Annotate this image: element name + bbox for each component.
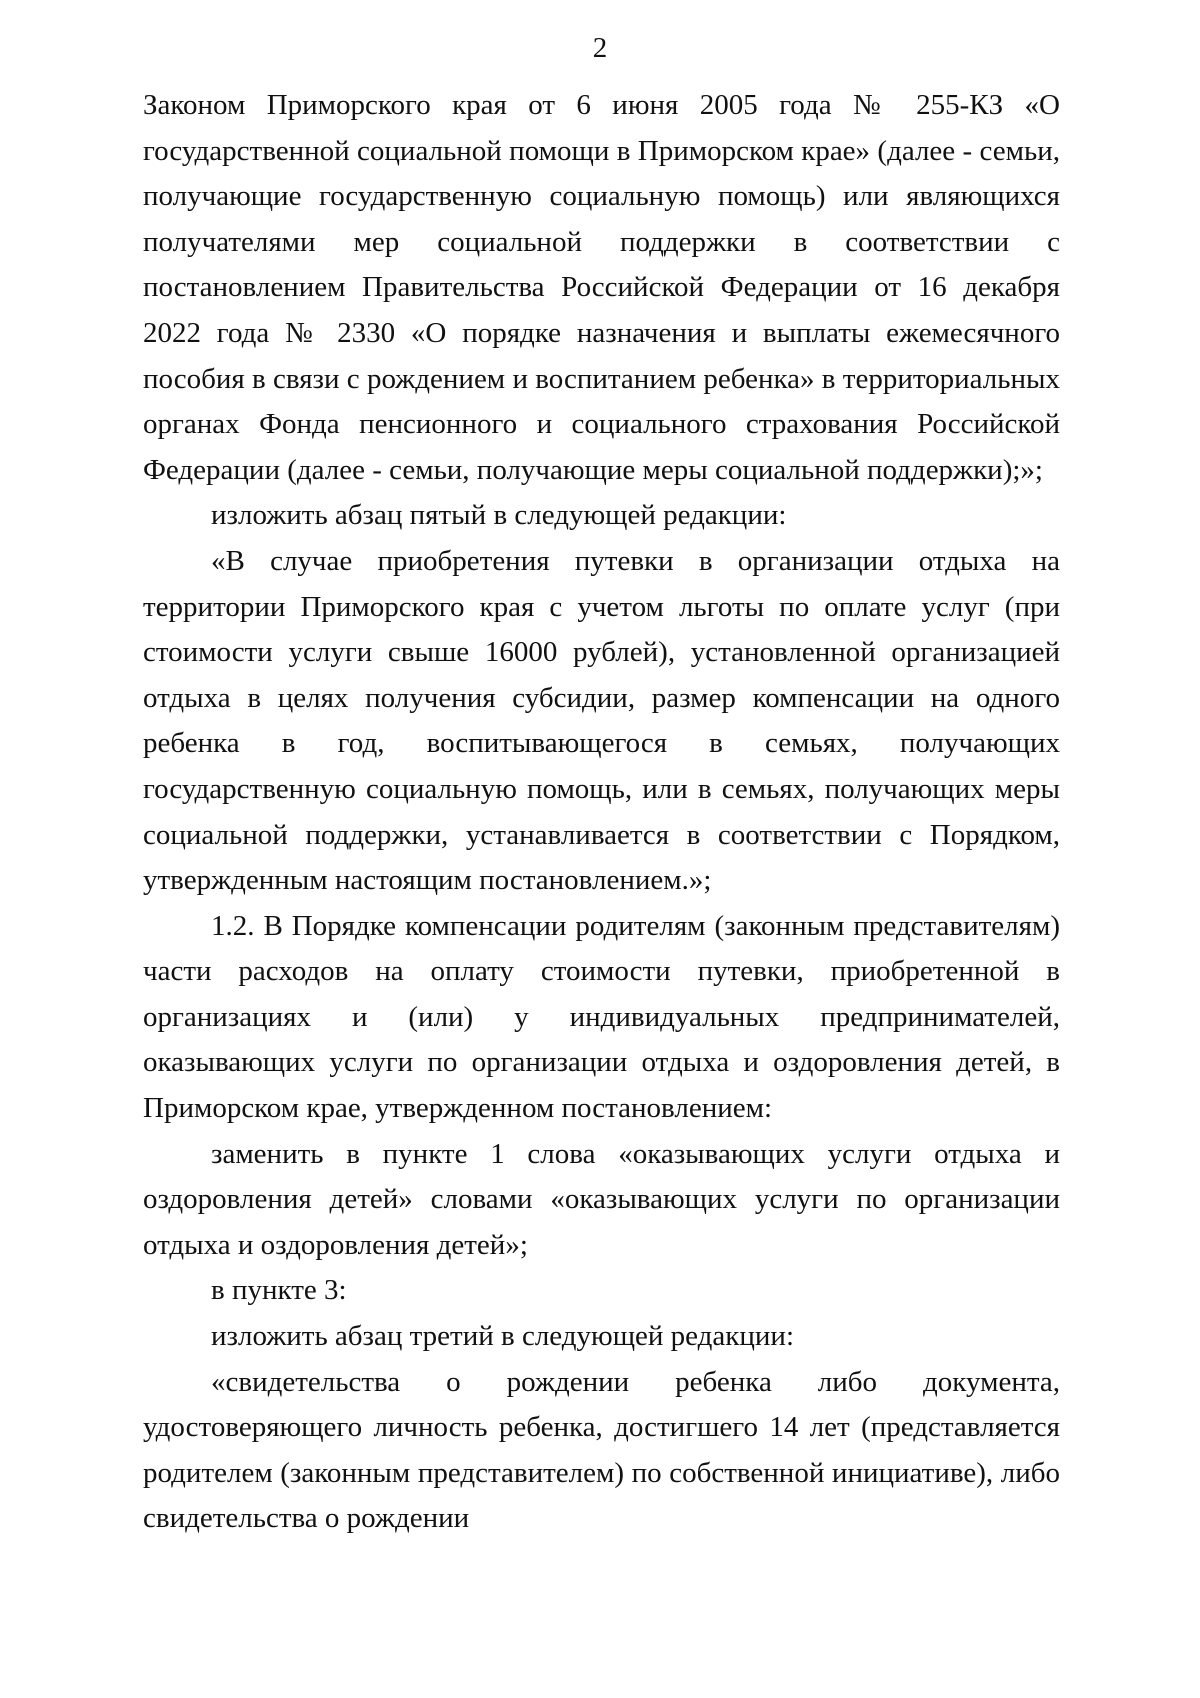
paragraph-continuation: Законом Приморского края от 6 июня 2005 года № 255-КЗ «О государственной социальной помощи в Приморском крае» (далее - семьи, получающие государственную социальную помощь) или являющихся получателями мер социальной поддержки в соответствии с постановлением Правительства Российской Федерации от 16 декабря 2022 года № 2330 «О порядке назначения и выплаты ежемесячного пособия в связи с рождением и воспитанием ребенка» в территориальных органах Фонда пенсионного и социального страхования Российской Федерации (далее - семьи, получающие меры социальной поддержки);»;	[143, 89, 1060, 486]
paragraph-instruction-abzac-3: изложить абзац третий в следующей редакции:	[211, 1320, 795, 1353]
paragraph-point-3: в пункте 3:	[211, 1274, 347, 1307]
paragraph-item-1-2: 1.2. В Порядке компенсации родителям (законным представителям) части расходов на оплату стоимости путевки, приобретенной в организациях и (или) у индивидуальных предпринимателей, оказывающих услуги по организации отдыха и оздоровления детей, в Приморском крае, утвержденном постановлением:	[143, 909, 1060, 1125]
paragraph-instruction-abzac-5: изложить абзац пятый в следующей редакции:	[211, 499, 787, 532]
document-body	[143, 83, 1060, 1542]
paragraph-abzac-5-text: «В случае приобретения путевки в организации отдыха на территории Приморского края с учетом льготы по оплате услуг (при стоимости услуги свыше 16000 рублей), установленной организацией отдыха в целях получения субсидии, размер компенсации на одного ребенка в год, воспитывающегося в семьях, получающих государственную социальную помощь, или в семьях, получающих меры социальной поддержки, устанавливается в соответствии с Порядком, утвержденным настоящим постановлением.»;	[143, 544, 1060, 897]
page-number: 2	[592, 32, 608, 64]
paragraph-abzac-3-text: «свидетельства о рождении ребенка либо документа, удостоверяющего личность ребенка, достигшего 14 лет (представляется родителем (законным представителем) по собственной инициативе), либо свидетельства о рождении	[143, 1365, 1060, 1535]
paragraph-replace-point-1: заменить в пункте 1 слова «оказывающих услуги отдыха и оздоровления детей» словами «оказывающих услуги по организации отдыха и оздоровления детей»;	[143, 1137, 1060, 1261]
